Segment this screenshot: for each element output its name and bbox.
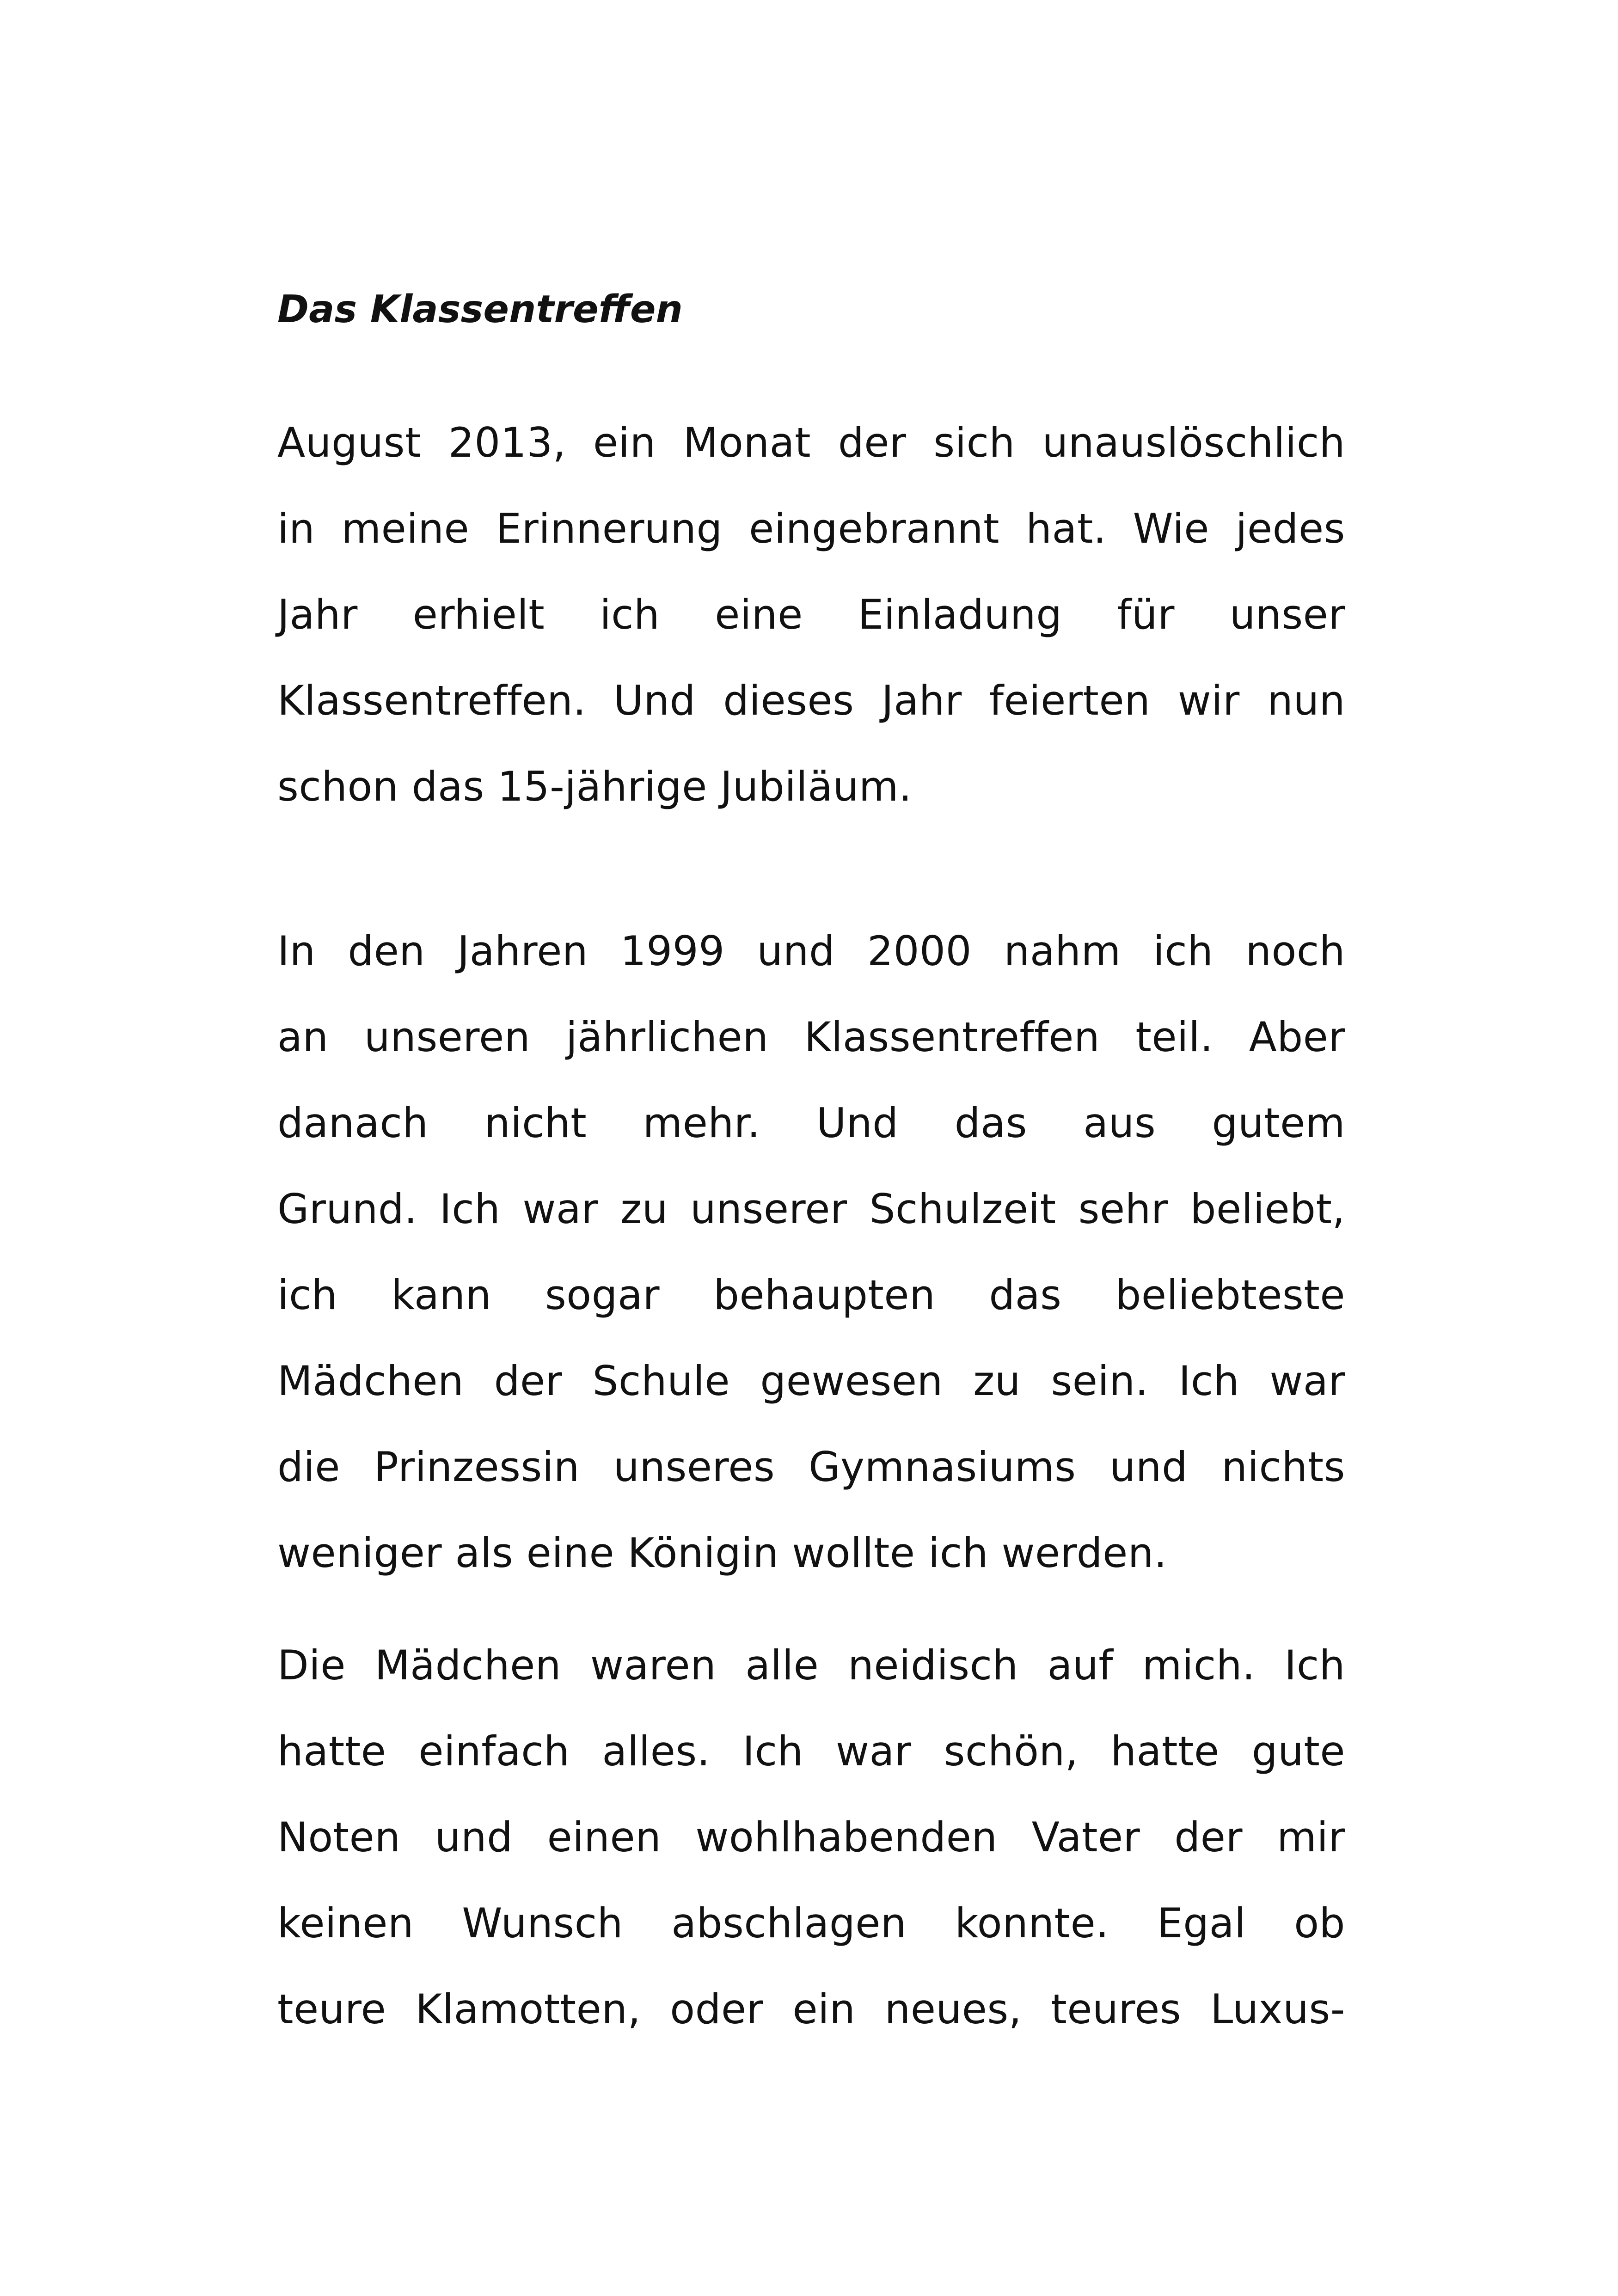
text-line: Klassentreffen. Und dieses Jahr feierten wir nun [277, 677, 1345, 724]
paragraph-1 [277, 400, 1345, 830]
text-line: teure Klamotten, oder ein neues, teures Luxus- [277, 1985, 1345, 2033]
text-line: Mädchen der Schule gewesen zu sein. Ich war [277, 1357, 1345, 1405]
text-line: Grund. Ich war zu unserer Schulzeit sehr beliebt, [277, 1185, 1345, 1233]
paragraph-3 [277, 1623, 1345, 2052]
text-line: die Prinzessin unseres Gymnasiums und nichts [277, 1443, 1345, 1491]
text-line: hatte einfach alles. Ich war schön, hatte gute [277, 1727, 1345, 1775]
text-line: an unseren jährlichen Klassentreffen teil. Aber [277, 1013, 1345, 1061]
text-line: August 2013, ein Monat der sich unauslöschlich [277, 419, 1345, 466]
document-title: Das Klassentreffen [277, 288, 683, 331]
text-line: Jahr erhielt ich eine Einladung für unser [277, 591, 1345, 638]
text-line: weniger als eine Königin wollte ich werden. [277, 1529, 1167, 1577]
text-line: danach nicht mehr. Und das aus gutem [277, 1099, 1345, 1147]
text-line: schon das 15-jährige Jubiläum. [277, 763, 912, 810]
text-line: In den Jahren 1999 und 2000 nahm ich noch [277, 927, 1345, 975]
paragraph-2 [277, 908, 1345, 1596]
text-line: keinen Wunsch abschlagen konnte. Egal ob [277, 1899, 1345, 1947]
document-content [277, 277, 1345, 2033]
text-line: ich kann sogar behaupten das beliebteste [277, 1271, 1345, 1319]
text-line: Noten und einen wohlhabenden Vater der mir [277, 1813, 1345, 1861]
text-line: in meine Erinnerung eingebrannt hat. Wie jedes [277, 505, 1345, 552]
text-line: Die Mädchen waren alle neidisch auf mich. Ich [277, 1641, 1345, 1689]
